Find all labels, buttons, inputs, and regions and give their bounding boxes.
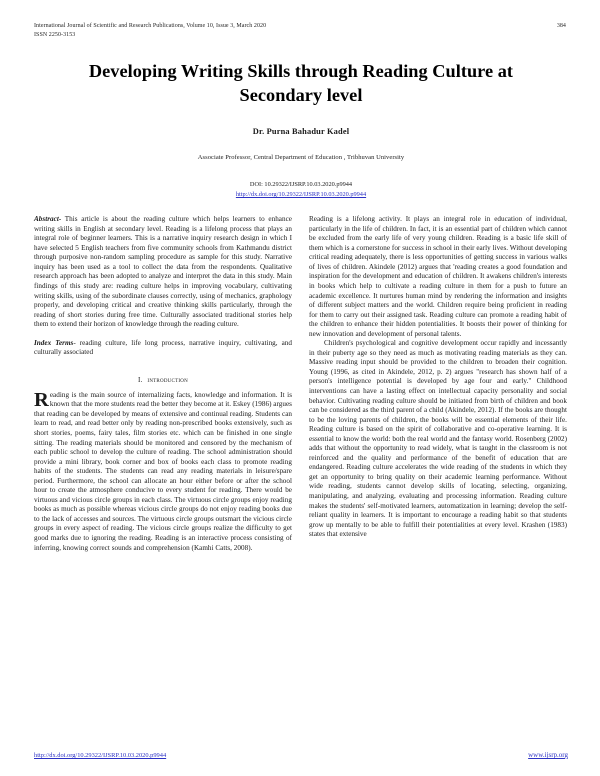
section-numeral: I. bbox=[138, 375, 143, 384]
journal-title-line: International Journal of Scientific and Research Publications, Volume 10, Issue 3, March 2020 bbox=[34, 23, 267, 29]
running-head-journal-info bbox=[34, 22, 266, 40]
abstract-paragraph bbox=[34, 215, 292, 330]
introduction-paragraph: Reading is the main source of internalizing facts, knowledge and information. It is known that the more students read the better they become at it. Eskey (1986) argues that reading can be developed by means of extensive and continual reading. Students can learn to read, and read better only by reading non-prescribed books extensively, such as short stories, poems, fairy tales, film stories etc. which can be finished in one single sitting. The reading materials should be monitored and censored by the mechanism of each public school to develop the culture of reading. The school administration should provide a mini library, book corner and box of books each class to promote reading habits of the students. The students can read any reading materials in leisure/spare period. Furthermore, the school can allocate an hour either before or after the school hour to create the atmosphere conducive to every student for reading. There would be virtuous and vicious circle groups in each class. The virtuous circle groups enjoy reading books as much as possible whereas vicious circle groups do not enjoy reading books due to the lack of accesses and sources. The virtuous circle groups outsmart the vicious circle groups in every aspect of reading. The vicious circle groups realize the difficulty to get good marks due to ignoring the reading. Reading is an interactive process consisting of inferring, knowing correct sounds and comprehension (Kamhi Catts, 2008). bbox=[34, 388, 292, 552]
index-terms-label: Index Terms bbox=[34, 338, 74, 347]
footer-doi-link[interactable]: http://dx.doi.org/10.29322/IJSRP.10.03.2020.p9944 bbox=[34, 752, 167, 759]
body-columns bbox=[34, 215, 568, 553]
left-column bbox=[34, 215, 292, 553]
footer-site-link[interactable]: www.ijsrp.org bbox=[528, 751, 568, 759]
page-title: Developing Writing Skills through Reading Culture at Secondary level bbox=[88, 61, 514, 105]
section-title: introduction bbox=[147, 374, 188, 384]
index-terms-text: - reading culture, life long process, narrative inquiry, cultivating, and culturally associated bbox=[34, 338, 292, 357]
author-name: Dr. Purna Bahadur Kadel bbox=[252, 126, 350, 136]
abstract-text: This article is about the reading culture which helps learners to enhance writing skills in English at secondary level. Reading is a lifelong process that plays an integral role of beginner learners. This is a narrative inquiry research design in which I have selected 5 English teachers from five community schools from Kathmandu district through purposive non-random sampling procedure as sample for this study. Narrative inquiry has been used as a tool to collect the data from the respondents. Qualitative research approach has been adopted to analyze and interpret the data in this study. Main findings of this study are: reading culture helps in improving vocabulary, cultivating writing skills, using of the subordinate clauses correctly, using of mechanics, graphology properly, and developing critical and creative thinking skills particularly, through the reading of short stories during free time. Culturally associated traditional stories help them to extend their horizon of knowledge through the reading culture. bbox=[34, 215, 292, 329]
doi-block bbox=[34, 180, 568, 200]
index-terms-paragraph bbox=[34, 339, 292, 358]
issn-line: ISSN 2250-3153 bbox=[34, 32, 76, 39]
right-column bbox=[309, 215, 567, 553]
section-heading bbox=[34, 375, 292, 384]
right-paragraph-2: Children's psychological and cognitive development occur rapidly and incessantly in their puberty age so they need as much as motivating reading materials as they can. Massive reading input should be provided to the children to broaden their cognition. Young (1996, as cited in Akindele, 2012, p. 2) argues "research has shown half of a person's intelligence potential is developed by age four and early." Childhood interventions can have a lasting effect on intellectual capacity personality and social behavior. Cultivating reading culture should be initiated from birth of children and book can be considered as the third parent of a child (Akindele, 2012). If the books are thought to be the loving parents of children, the books will be essential elements of their life. Reading culture is based on the spirit of collaborative and co-operative learning. It is essential to know the world: both the real world and the fantasy world. Rosenberg (2002) adds that without the opportunity to read widely, what is taught in the classroom is not reinforced and the quality and performance of the benefit of education that are endangered. Reading culture accelerates the wide reading of the students in which they get an opportunity to bring quality on their academic learning performance. Without wide reading, students cannot develop skills of locating, selecting, organizing, manipulating, and analyzing, evaluating and processing information. Reading culture makes the students' self-motivated learners, automatization in learning; develop the self-reliant quality in learners. It is important to encourage a reading habit so that students grow up mentally to be able to fulfill their potentialities at every level. Krashen (1983) states that extensive bbox=[309, 339, 567, 539]
page-footer bbox=[34, 751, 568, 759]
abstract-label: Abstract- bbox=[34, 215, 62, 224]
doi-label: DOI: 10.29322/IJSRP.10.03.2020.p9944 bbox=[249, 180, 353, 188]
author-affiliation: Associate Professor, Central Department of Education , Tribhuvan University bbox=[197, 153, 405, 161]
doi-link[interactable]: http://dx.doi.org/10.29322/IJSRP.10.03.2020.p9944 bbox=[235, 190, 367, 198]
running-head bbox=[34, 22, 568, 40]
right-paragraph-1: Reading is a lifelong activity. It plays an integral role in education of individual, particularly in the life of children. In fact, it is an essential part of children which cannot be excluded from the early life of very young children. Reading is a basic life skill of them which is a cornerstone for success in school in their early lives. Without developing critical reading adequately, there is less opportunities of getting success in various walks of lives of children. Akindele (2012) argues that 'reading creates a good foundation and inspiration for the development and education of children. It awakens children's interests in books which help to cultivate a reading culture in them for a push to future an academic excellence. It nurtures human mind by rendering the information and insights of different subject matters and the world. Children require being proficient in reading for them to carry out their assigned task. Reading culture can promote a reading habit of the children to enhance their hidden potentialities. It boosts their power of thinking for new innovation and development of personal talents. bbox=[309, 215, 567, 338]
page-number: 384 bbox=[556, 23, 566, 29]
